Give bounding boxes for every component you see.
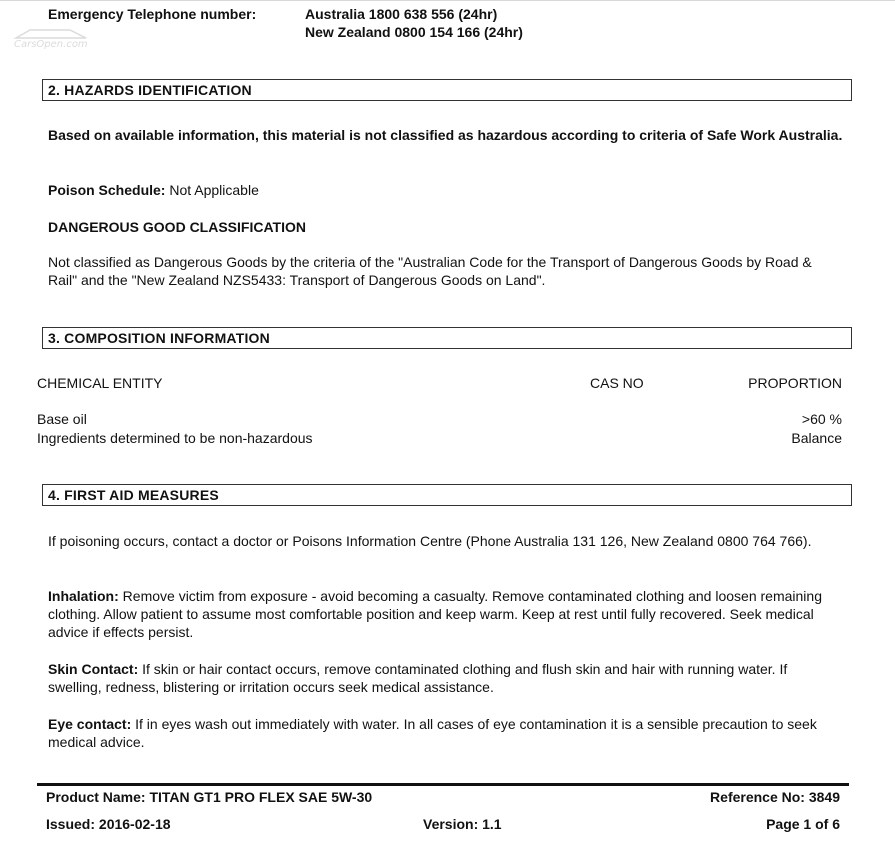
poison-schedule-label: Poison Schedule: [48,182,166,198]
composition-header-row [37,375,842,393]
eye-contact-paragraph [48,715,843,751]
skin-contact-text: If skin or hair contact occurs, remove contaminated clothing and flush skin and hair with running water. If swelling, redness, blistering or irritation occurs seek medical assistance. [48,661,788,695]
inhalation-paragraph [48,587,843,641]
section-3-heading: 3. COMPOSITION INFORMATION [42,327,852,349]
skin-contact-paragraph [48,660,843,696]
col-proportion: PROPORTION [748,375,842,391]
footer-version: Version: 1.1 [423,816,502,832]
footer-product-name: Product Name: TITAN GT1 PRO FLEX SAE 5W-30 [46,789,373,805]
col-cas-no: CAS NO [590,375,644,391]
entity-cell: Base oil [37,411,87,427]
table-row [37,411,842,429]
proportion-cell: >60 % [801,411,842,427]
emergency-new-zealand: New Zealand 0800 154 166 (24hr) [305,24,523,40]
eye-contact-text: If in eyes wash out immediately with water. In all cases of eye contamination it is a sensible precaution to seek medical advice. [48,716,817,750]
classification-statement: Based on available information, this material is not classified as hazardous according to criteria of Safe Work Australia. [48,127,843,143]
eye-contact-label: Eye contact: [48,716,132,732]
poison-schedule-value: Not Applicable [165,182,259,198]
inhalation-text: Remove victim from exposure - avoid becoming a casualty. Remove contaminated clothing and loosen remaining clothing. Allow patient to assume most comfortable position and keep warm. Keep at rest until fully recovered. Seek medical advice if effects persist. [48,588,822,640]
inhalation-label: Inhalation: [48,588,119,604]
col-chemical-entity: CHEMICAL ENTITY [37,375,163,391]
section-4-heading: 4. FIRST AID MEASURES [42,484,852,506]
watermark-logo [10,24,100,50]
skin-contact-label: Skin Contact: [48,661,139,677]
dg-heading: DANGEROUS GOOD CLASSIFICATION [48,219,306,235]
emergency-australia: Australia 1800 638 556 (24hr) [305,6,498,22]
table-row [37,430,842,448]
entity-cell: Ingredients determined to be non-hazardous [37,430,313,446]
footer-rule [37,783,849,786]
top-border [0,0,895,1]
section-2-heading: 2. HAZARDS IDENTIFICATION [42,79,852,101]
first-aid-intro: If poisoning occurs, contact a doctor or Poisons Information Centre (Phone Australia 131 126, New Zealand 0800 764 766). [48,533,812,549]
proportion-cell: Balance [791,430,842,446]
poison-schedule [48,181,843,199]
footer-issued: Issued: 2016-02-18 [46,816,171,832]
dg-text: Not classified as Dangerous Goods by the criteria of the "Australian Code for the Transport of Dangerous Goods by Road & Rail" and the "New Zealand NZS5433: Transport of Dangerous Goods on Land". [48,254,812,288]
footer-page: Page 1 of 6 [766,816,840,832]
svg-text:CarsOpen.com: CarsOpen.com [14,39,88,50]
footer-reference: Reference No: 3849 [710,789,840,805]
emergency-label: Emergency Telephone number: [48,6,257,22]
